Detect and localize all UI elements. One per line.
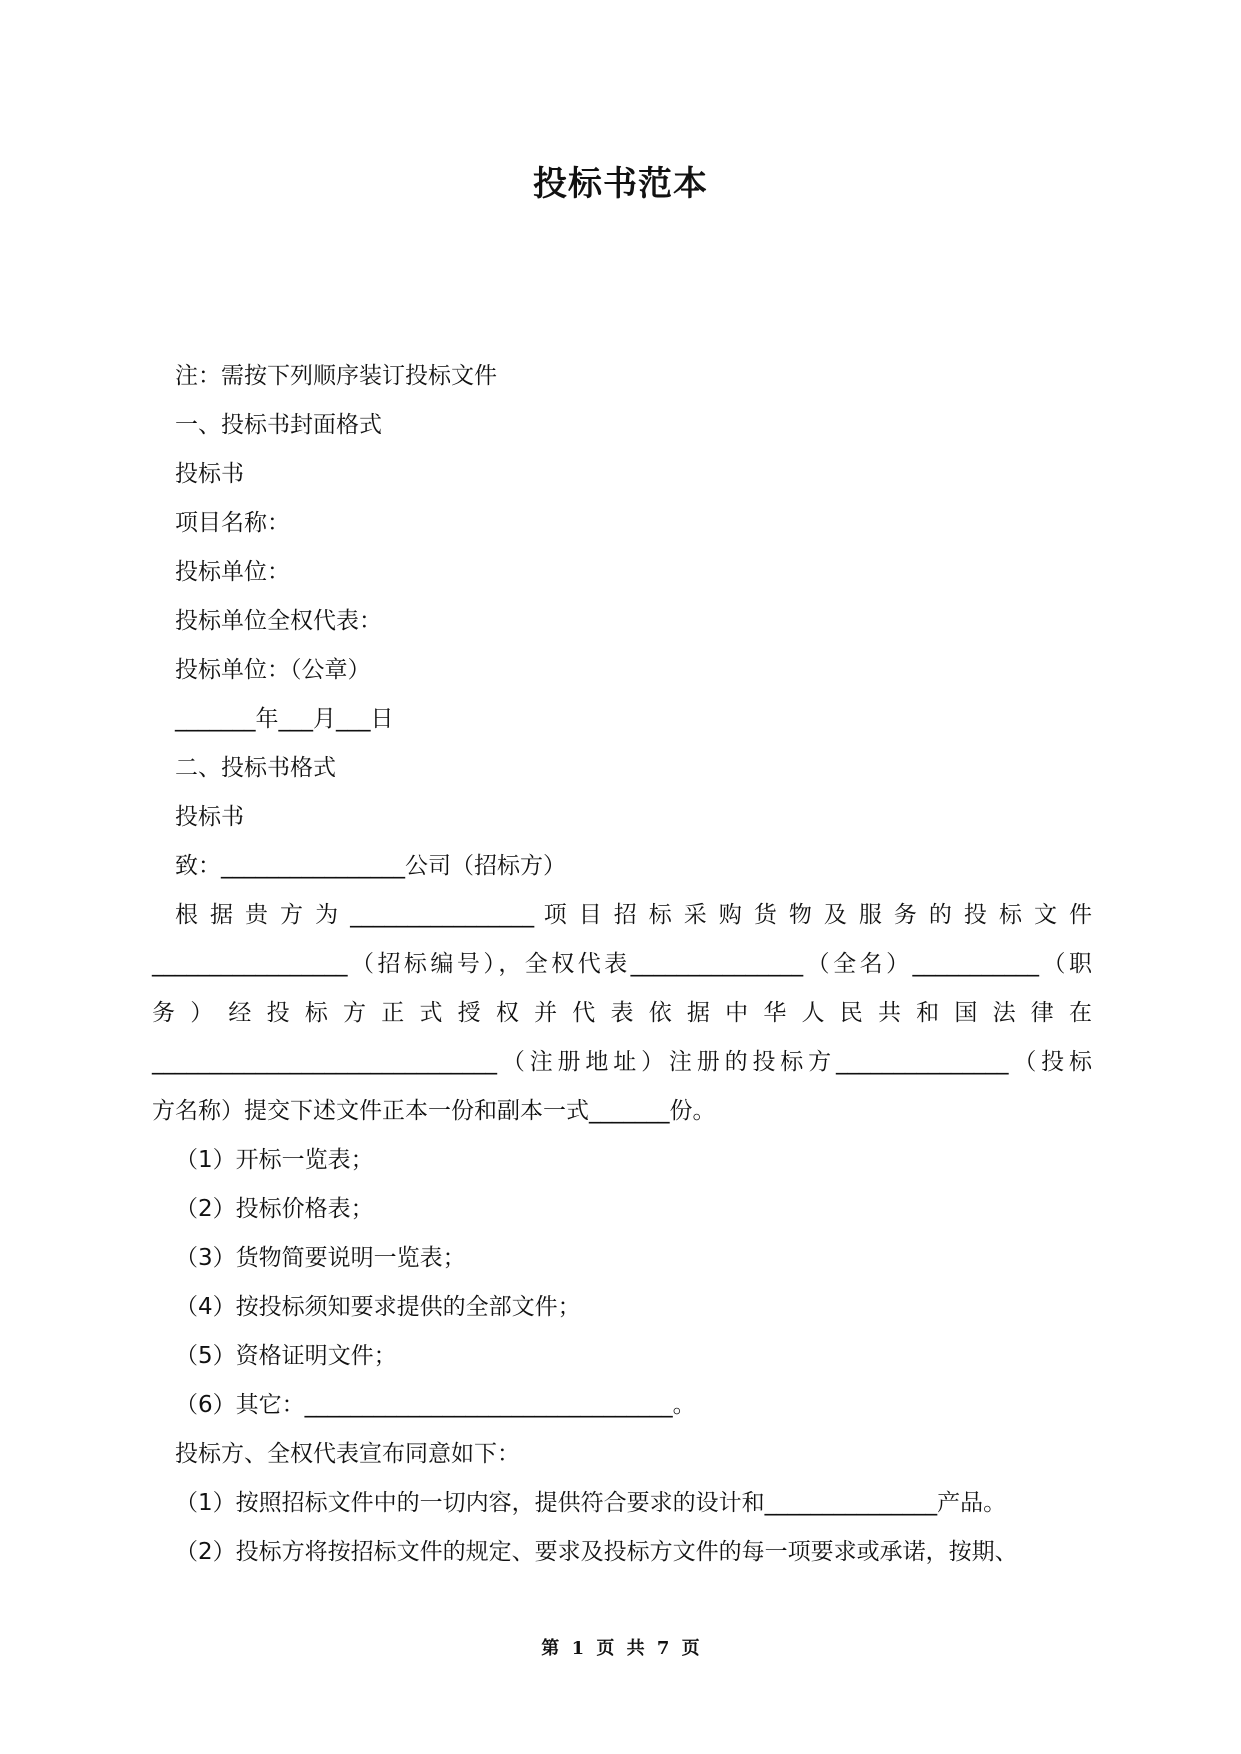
declaration-item: （1）按照招标文件中的一切内容，提供符合要求的设计和_______________产品。: [175, 1490, 1007, 1516]
list-item: （2）投标价格表；: [175, 1196, 374, 1222]
addressee-line: 致：________________公司（招标方）: [175, 853, 566, 879]
list-item: （4）按投标须知要求提供的全部文件；: [175, 1294, 581, 1320]
document-body: [152, 352, 1092, 1577]
list-item: （3）货物简要说明一览表；: [175, 1245, 466, 1271]
declaration-item: （2）投标方将按招标文件的规定、要求及投标方文件的每一项要求或承诺，按期、: [175, 1539, 1018, 1565]
paragraph-line: 务 ） 经 投 标 方 正 式 授 权 并 代 表 依 据 中 华 人 民 共 和 国 法 律 在: [152, 1000, 1092, 1026]
paragraph-line: 根 据 贵 方 为 ________________ 项 目 招 标 采 购 货 物 及 服 务 的 投 标 文 件: [175, 902, 1092, 928]
document-title: 投标书范本: [533, 164, 708, 204]
list-item: （1）开标一览表；: [175, 1147, 374, 1173]
bid-paragraph: [152, 891, 1092, 1136]
representative-label: 投标单位全权代表：: [175, 608, 382, 634]
section-heading-cover: 一、投标书封面格式: [175, 412, 382, 438]
paragraph-line: ______________________________（注册地址）注册的投标方_______________（投标: [152, 1049, 1092, 1075]
declaration-heading: 投标方、全权代表宣布同意如下：: [175, 1441, 520, 1467]
bidder-label: 投标单位：: [175, 559, 290, 585]
date-line: _______年___月___日: [175, 706, 394, 732]
cover-title: 投标书: [175, 461, 244, 487]
section-heading-format: 二、投标书格式: [175, 755, 336, 781]
format-title: 投标书: [175, 804, 244, 830]
paragraph-line: 方名称）提交下述文件正本一份和副本一式_______份。: [152, 1098, 716, 1124]
list-item: （5）资格证明文件；: [175, 1343, 397, 1369]
paragraph-line: _________________（招标编号），全权代表_______________（全名）___________（职: [152, 951, 1092, 977]
seal-label: 投标单位：（公章）: [175, 657, 371, 683]
project-name-label: 项目名称：: [175, 510, 290, 536]
note-line: 注：需按下列顺序装订投标文件: [175, 363, 497, 389]
list-item: （6）其它：________________________________。: [175, 1392, 696, 1418]
page-footer: 第 1 页 共 7 页: [541, 1638, 700, 1659]
